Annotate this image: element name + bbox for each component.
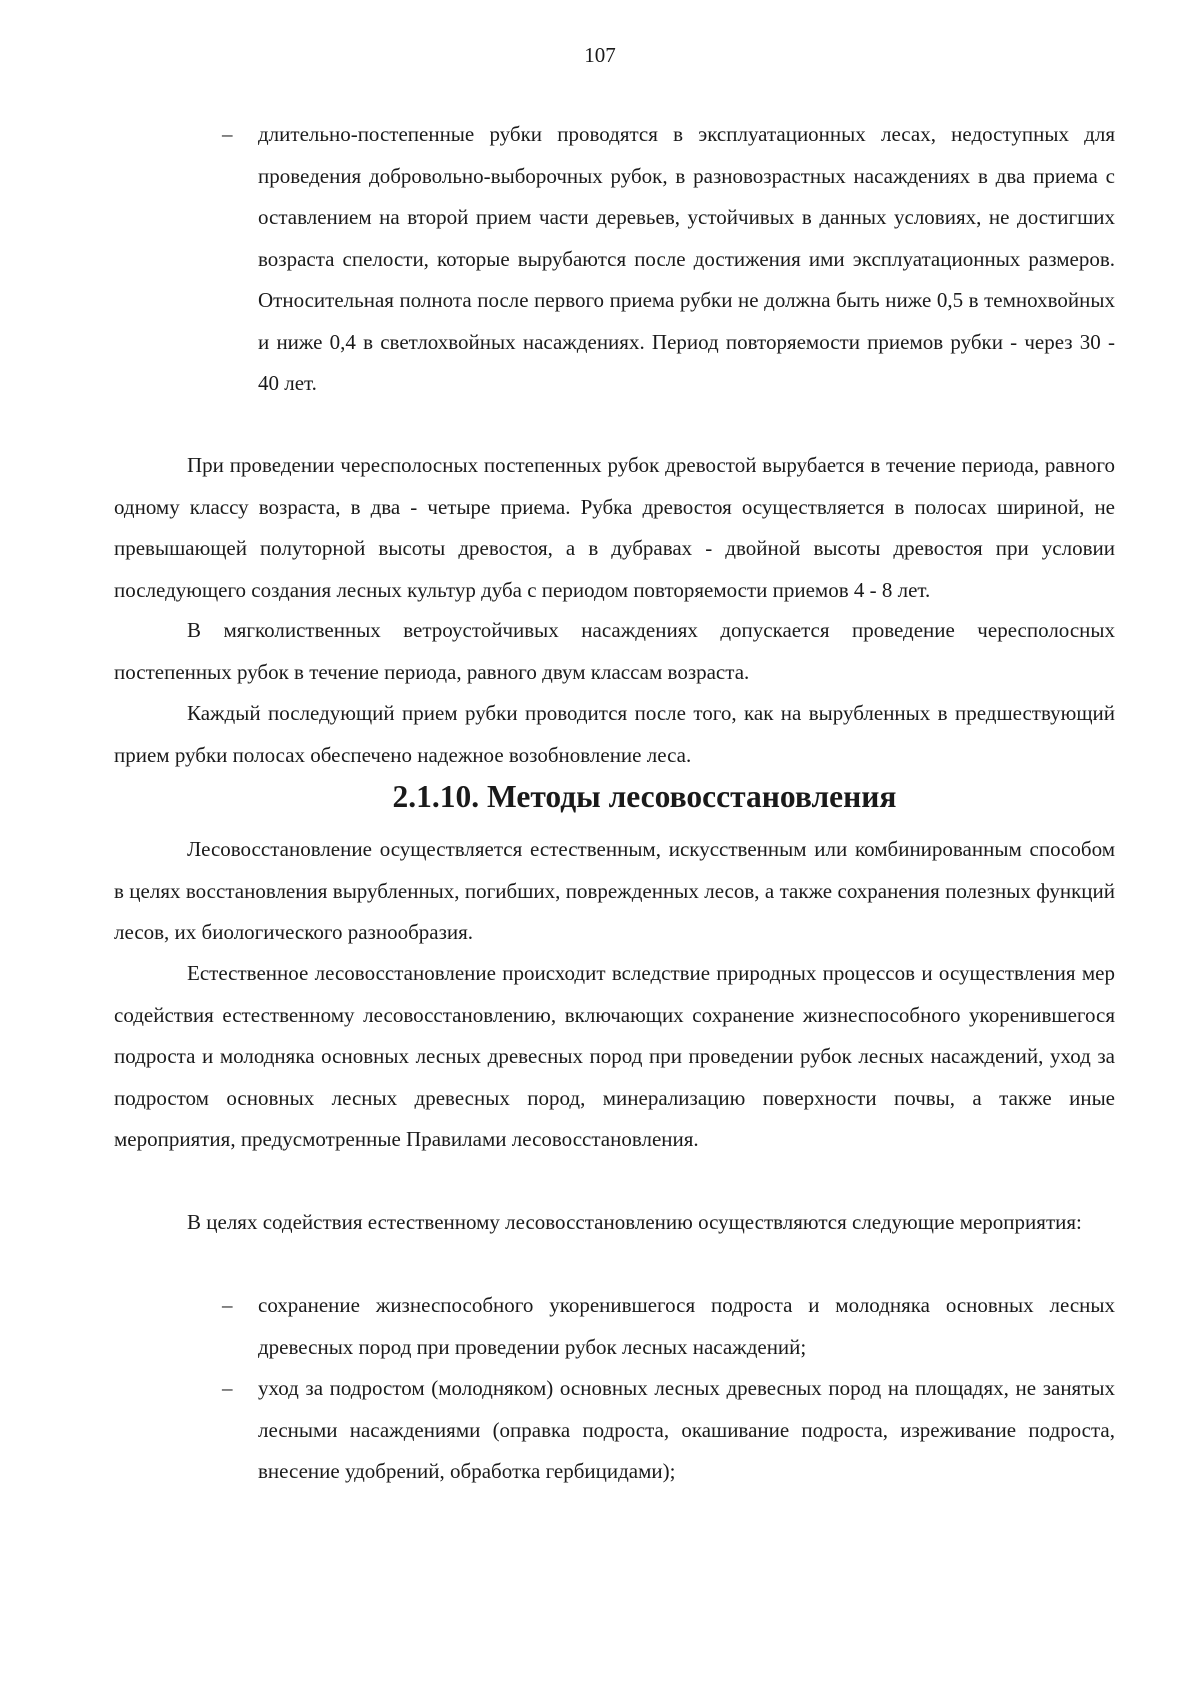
paragraph: В мягколиственных ветроустойчивых насаждениях допускается проведение чересполосных постепенных рубок в течение периода, равного двум классам возраста. (114, 618, 1115, 684)
bullet-dash: – (222, 1293, 233, 1317)
paragraph: В целях содействия естественному лесовосстановлению осуществляются следующие мероприятия: (187, 1210, 1082, 1234)
list-item (114, 1368, 1115, 1493)
section-heading: 2.1.10. Методы лесовосстановления (392, 779, 897, 814)
document-body (114, 114, 1115, 1493)
bullet-dash: – (222, 1376, 233, 1400)
list-item (114, 1285, 1115, 1368)
paragraph: При проведении чересполосных постепенных рубок древостой вырубается в течение периода, равного одному классу возраста, в два - четыре приема. Рубка древостоя осуществляется в полосах шириной, не превышающей полуторной высоты древостоя, а в дубравах - двойной высоты древостоя при условии последующего создания лесных культур дуба с периодом повторяемости приемов 4 - 8 лет. (114, 453, 1115, 602)
list-item-text: длительно-постепенные рубки проводятся в эксплуатационных лесах, недоступных для проведения добровольно-выборочных рубок, в разновозрастных насаждениях в два приема с оставлением на второй прием части деревьев, устойчивых в данных условиях, не достигших возраста спелости, которые вырубаются после достижения ими эксплуатационных размеров. Относительная полнота после первого приема рубки не должна быть ниже 0,5 в темнохвойных и ниже 0,4 в светлохвойных насаждениях. Период повторяемости приемов рубки - через 30 - 40 лет. (258, 122, 1115, 395)
list-item-text: уход за подростом (молодняком) основных лесных древесных пород на площадях, не занятых лесными насаждениями (оправка подроста, окашивание подроста, изреживание подроста, внесение удобрений, обработка гербицидами); (258, 1376, 1115, 1483)
list-item (114, 114, 1115, 445)
list-item-text: сохранение жизнеспособного укоренившегося подроста и молодняка основных лесных древесных пород при проведении рубок лесных насаждений; (258, 1293, 1115, 1359)
paragraph: Каждый последующий прием рубки проводится после того, как на вырубленных в предшествующий прием рубки полосах обеспечено надежное возобновление леса. (114, 701, 1115, 767)
bullet-dash: – (222, 122, 233, 146)
page-number: 107 (584, 43, 616, 67)
paragraph: Лесовосстановление осуществляется естественным, искусственным или комбинированным способом в целях восстановления вырубленных, погибших, поврежденных лесов, а также сохранения полезных функций лесов, их биологического разнообразия. (114, 837, 1115, 944)
paragraph: Естественное лесовосстановление происходит вследствие природных процессов и осуществления мер содействия естественному лесовосстановлению, включающих сохранение жизнеспособного укоренившегося подроста и молодняка основных лесных древесных пород при проведении рубок лесных насаждений, уход за подростом основных лесных древесных пород, минерализацию поверхности почвы, а также иные мероприятия, предусмотренные Правилами лесовосстановления. (114, 961, 1115, 1151)
